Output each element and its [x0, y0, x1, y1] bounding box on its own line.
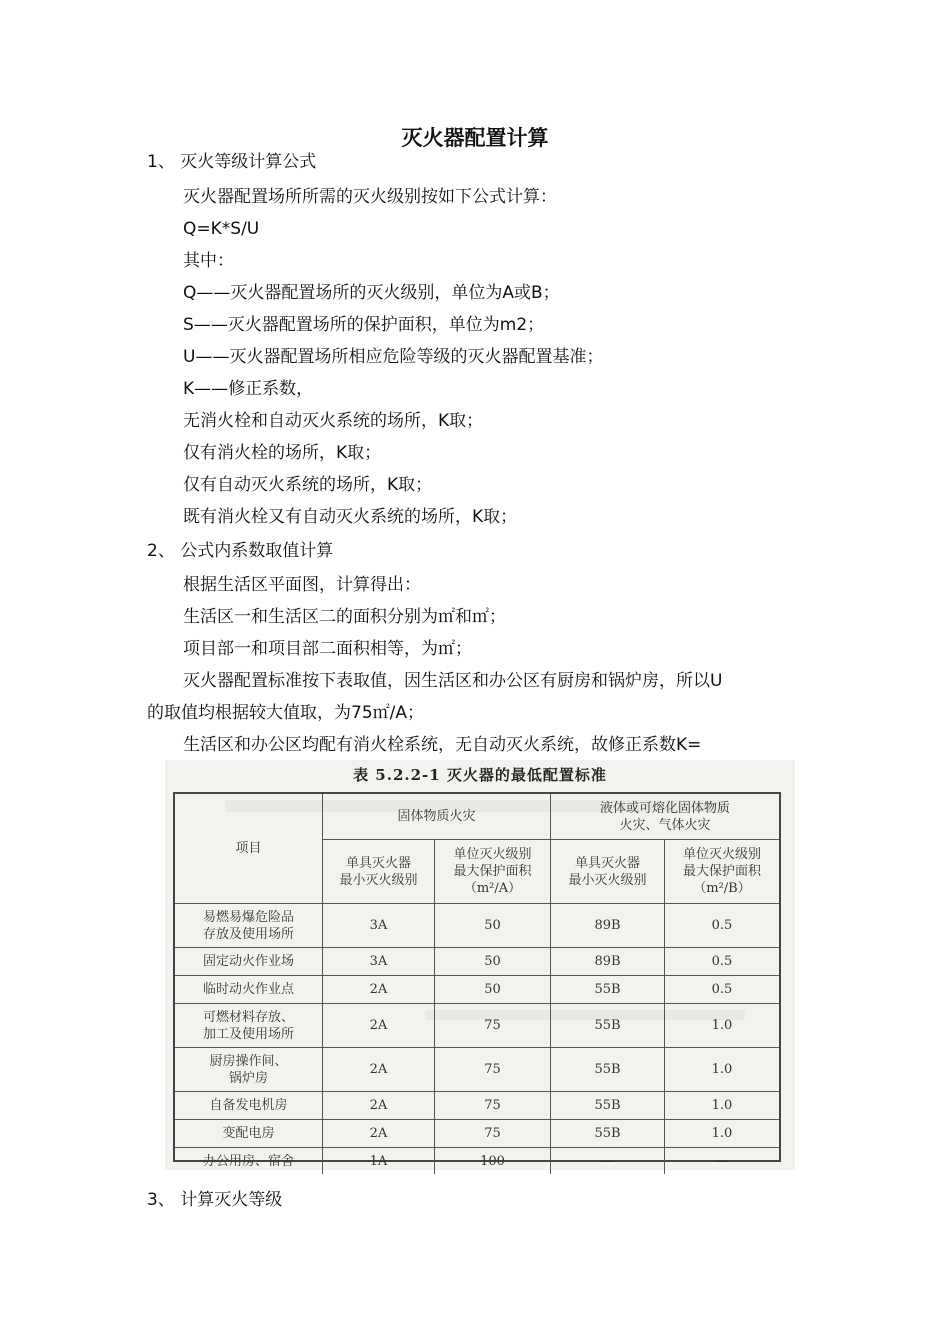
- table-cell: 55B: [551, 1120, 665, 1148]
- table-cell: 1.0: [665, 1120, 779, 1148]
- definition-k: K——修正系数，: [183, 379, 314, 399]
- paragraph-line: 根据生活区平面图，计算得出：: [183, 575, 421, 595]
- k-case-line: 既有消火栓又有自动灭火系统的场所，K取；: [183, 507, 518, 527]
- table-cell: 2A: [323, 1004, 435, 1048]
- table-cell: 75: [435, 1092, 551, 1120]
- paragraph-line: 的取值均根据较大值取，为75㎡/A；: [147, 703, 424, 723]
- section-heading-2: 2、 公式内系数取值计算: [147, 541, 334, 561]
- table-cell: —: [551, 1148, 665, 1174]
- header-col-4: 单位灭火级别 最大保护面积 （m²/B）: [665, 840, 779, 904]
- header-group-liquid: 液体或可熔化固体物质 火灾、气体火灾: [551, 794, 779, 840]
- table-cell: 50: [435, 976, 551, 1004]
- table-cell: 89B: [551, 948, 665, 976]
- table-cell: 50: [435, 904, 551, 948]
- table-cell: 0.5: [665, 904, 779, 948]
- table-row-item: 固定动火作业场: [175, 948, 323, 976]
- paragraph-line: 灭火器配置标准按下表取值，因生活区和办公区有厨房和锅炉房，所以U: [183, 671, 723, 691]
- table-row-item: 可燃材料存放、 加工及使用场所: [175, 1004, 323, 1048]
- definition-s: S——灭火器配置场所的保护面积，单位为m2；: [183, 315, 545, 335]
- header-item: 项目: [175, 794, 323, 904]
- table-row-item: 办公用房、宿舍: [175, 1148, 323, 1174]
- table-cell: 3A: [323, 948, 435, 976]
- table-caption: 表 5.2.2-1 灭火器的最低配置标准: [353, 766, 607, 784]
- table-cell: 75: [435, 1120, 551, 1148]
- table-cell: 1.0: [665, 1004, 779, 1048]
- table-cell: 100: [435, 1148, 551, 1174]
- table-cell: 1.0: [665, 1092, 779, 1120]
- table-cell: 55B: [551, 1004, 665, 1048]
- paragraph-line: 其中：: [183, 251, 234, 271]
- table-row-item: 临时动火作业点: [175, 976, 323, 1004]
- table-cell: 89B: [551, 904, 665, 948]
- table-row-item: 自备发电机房: [175, 1092, 323, 1120]
- formula-line: Q=K*S/U: [183, 219, 260, 239]
- fire-extinguisher-table: [173, 792, 781, 1169]
- section-heading-1: 1、 灭火等级计算公式: [147, 152, 317, 172]
- paragraph-line: 灭火器配置场所所需的灭火级别按如下公式计算：: [183, 187, 557, 207]
- table-cell: 1.0: [665, 1048, 779, 1092]
- header-col-2: 单位灭火级别 最大保护面积 （m²/A）: [435, 840, 551, 904]
- table-row-item: 厨房操作间、 锅炉房: [175, 1048, 323, 1092]
- table-cell: 2A: [323, 1048, 435, 1092]
- table-cell: 75: [435, 1004, 551, 1048]
- table-cell: 0.5: [665, 976, 779, 1004]
- table-cell: 0.5: [665, 948, 779, 976]
- section-heading-3: 3、 计算灭火等级: [147, 1190, 283, 1210]
- table-cell: 2A: [323, 976, 435, 1004]
- table-cell: 55B: [551, 1048, 665, 1092]
- k-case-line: 无消火栓和自动灭火系统的场所，K取；: [183, 411, 484, 431]
- page-title: 灭火器配置计算: [401, 125, 549, 150]
- table-cell: 2A: [323, 1120, 435, 1148]
- k-case-line: 仅有自动灭火系统的场所，K取；: [183, 475, 433, 495]
- table-cell: 1A: [323, 1148, 435, 1174]
- table-cell: 3A: [323, 904, 435, 948]
- paragraph-line: 生活区一和生活区二的面积分别为㎡和㎡；: [183, 607, 506, 627]
- table-cell: 2A: [323, 1092, 435, 1120]
- table-cell: —: [715, 1153, 729, 1169]
- table-row-item: 易燃易爆危险品 存放及使用场所: [175, 904, 323, 948]
- scanned-table-image: [165, 760, 795, 1170]
- table-cell: 55B: [551, 976, 665, 1004]
- table-cell: 55B: [551, 1092, 665, 1120]
- k-case-line: 仅有消火栓的场所，K取；: [183, 443, 382, 463]
- paragraph-line: 生活区和办公区均配有消火栓系统，无自动灭火系统，故修正系数K=: [183, 735, 702, 755]
- definition-q: Q——灭火器配置场所的灭火级别，单位为A或B；: [183, 283, 560, 303]
- table-cell: 75: [435, 1048, 551, 1092]
- table-cell: 50: [435, 948, 551, 976]
- header-group-solid: 固体物质火灾: [323, 794, 551, 840]
- header-col-3: 单具灭火器 最小灭火级别: [551, 840, 665, 904]
- definition-u: U——灭火器配置场所相应危险等级的灭火器配置基准；: [183, 347, 604, 367]
- paragraph-line: 项目部一和项目部二面积相等，为㎡；: [183, 639, 472, 659]
- table-row-item: 变配电房: [175, 1120, 323, 1148]
- header-col-1: 单具灭火器 最小灭火级别: [323, 840, 435, 904]
